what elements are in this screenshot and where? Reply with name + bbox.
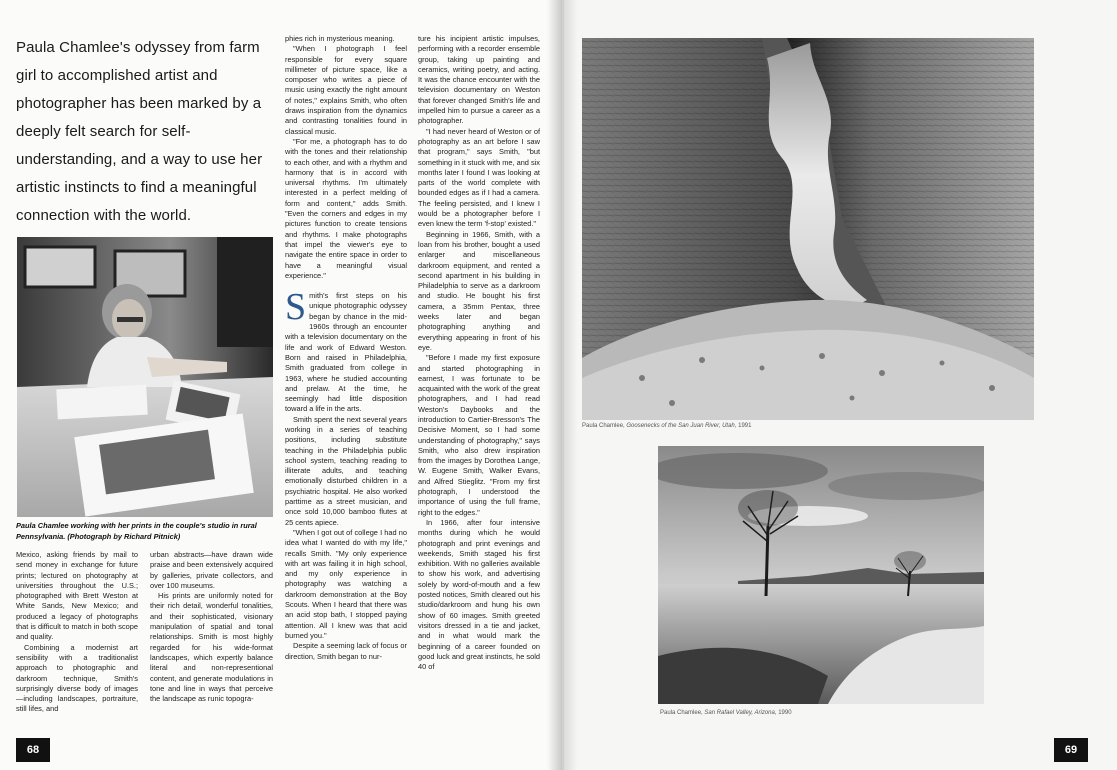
paragraph: ture his incipient artistic impulses, performing with a recorder ensemble group, taking up painting and ceramics, writing poetry, and acting. It was the chance encounter with the television documentary on Weston that forever changed Smith's life and impelled him to pursue a career as a photographer. [418, 34, 540, 126]
paragraph: "When I got out of college I had no idea what I wanted do with my life," recalls Smith. "My only experience with art was failing it in high school, and my only experience in photography was watching a darkroom demonstration at the Boy Scouts. When I heard that there was an acid stop bath, I stopped paying attention. All I knew was that acid burned you." [285, 527, 407, 640]
paragraph: urban abstracts—have drawn wide praise and been extensively acquired by galleries, private collectors, and over 100 museums. [150, 550, 273, 590]
photo-san-rafael-valley [658, 446, 984, 704]
page-edge-shadow [546, 0, 562, 770]
caption-credit: Paula Chamlee, [582, 423, 625, 429]
river-photo-caption [582, 423, 1034, 429]
drop-cap: S [285, 286, 307, 329]
paragraph: Beginning in 1966, Smith, with a loan from his brother, bought a used enlarger and miscellaneous darkroom equipment, and rented a second apartment in his building in Philadelphia to serve as a darkroom and studio. He bought his first camera, a 35mm Pentax, three weeks later and began photographing anything and everything appearing in front of his eye. [418, 229, 540, 352]
caption-year: 1990 [778, 710, 792, 716]
valley-photo-caption [660, 710, 980, 716]
paragraph: "Before I made my first exposure and started photographing in earnest, I was fortunate to be acquainted with the work of the great photographers, and I had read Weston's Daybooks and the introduction to Cartier-Bresson's The Decisive Moment, so I had some understanding of photography," says Smith, who also drew inspiration from the images by Dorothea Lange, W. Eugene Smith, Walker Evans, and Alfred Stieglitz. "From my first photograph, I understood the importance of using the full frame, right to the edges." [418, 353, 540, 517]
text-column-1 [16, 550, 138, 715]
text-column-2 [150, 550, 273, 704]
caption-year: 1991 [738, 423, 752, 429]
caption-title: San Rafael Valley, Arizona, [704, 710, 777, 716]
paragraph: "When I photograph I feel responsible for every square millimeter of picture space, like a composer who writes a piece of music using exactly the right amount of notes," explains Smith, who often draws inspiration from the dynamics and contrasting tonalities found in classical music. [285, 44, 407, 136]
page-number-left: 68 [16, 738, 50, 762]
paragraph: "For me, a photograph has to do with the tones and their relationship to each other, and with a rhythm and harmony that is in accord with universal rhythms. I'm ultimately interested in a perfect melding of form and content," adds Smith. "Even the corners and edges in my pictures function to create tensions and rhythms. I make photographs that impel the viewer's eye to navigate the entire space in order to have a meaningful visual experience." [285, 136, 407, 280]
studio-photo-caption: Paula Chamlee working with her prints in the couple's studio in rural Pennsylvania. (Photograph by Richard Pitnick) [16, 521, 257, 541]
paragraph: Combining a modernist art sensibility with a traditionalist approach to photographic and darkroom technique, Smith's surprisingly diverse body of images—including landscapes, portraiture, still lifes, and [16, 642, 138, 714]
caption-title: Goosenecks of the San Juan River, Utah, [626, 423, 737, 429]
river-photo-illustration [582, 38, 1034, 420]
caption-credit: Paula Chamlee, [660, 710, 703, 716]
dropcap-paragraph-text: mith's first steps on his unique photographic odyssey began by chance in the mid-1960s through an encounter with a television documentary on the life and work of Edward Weston. Born and raised in Philadelphia, Smith graduated from college in 1963, where he studied accounting and prelaw. At the time, he seemingly had little disposition toward a life in the arts. [285, 291, 407, 414]
photo-goosenecks-river [582, 38, 1034, 420]
page-number-right: 69 [1054, 738, 1088, 762]
paragraph: His prints are uniformly noted for their rich detail, wonderful tonalities, and their sophisticated, visionary manipulation of spatial and tonal relationships. Smith is most highly regarded for his wide-format landscapes, which expertly balance literal and non-representional content, and generate modulations in tone and line in ways that perceive the landscape as runic topogra- [150, 591, 273, 704]
pull-quote: Paula Chamlee's odyssey from farm girl to accomplished artist and photographer has been marked by a deeply felt search for self-understanding, and a way to use her artistic instincts to find a meaningful connection with the world. [16, 39, 263, 224]
paragraph: Mexico, asking friends by mail to send money in exchange for future prints; lectured on photography at universities throughout the U.S.; photographed with Brett Weston at White Sands, New Mexico; and produced a legacy of photographs that is difficult to match in both scope and quality. [16, 550, 138, 642]
dropcap-paragraph [285, 286, 407, 415]
studio-photo-illustration [17, 237, 273, 517]
paragraph: Despite a seeming lack of focus or direction, Smith began to nur- [285, 641, 407, 661]
text-column-3 [285, 34, 407, 662]
paragraph: phies rich in mysterious meaning. [285, 34, 395, 43]
paragraph: "I had never heard of Weston or of photography as an art before I saw that program," says Smith, "but something in it stuck with me, and six months later I found I was looking at parts of the world complete with bounded edges as if I had a camera. The feeling persisted, and I knew I would be a photographer before I even knew the term 'f-stop' existed." [418, 126, 540, 229]
text-column-4 [418, 34, 540, 672]
photo-studio [17, 237, 273, 517]
paragraph: Smith spent the next several years working in a series of teaching positions, including substitute teaching in the Philadelphia public school system, teaching reading to illiterate adults, and teaching emotionally disturbed children in a psychiatric hospital. He also worked parttime as a street musician, and once sold 10,000 bamboo flutes at 25 cents apiece. [285, 414, 407, 527]
paragraph: In 1966, after four intensive months during which he would photograph and print evenings and weekends, Smith staged his first exhibition. With no galleries available to show his work, and advertising solely by word-of-mouth and a few posted notices, Smith cleared out his studio/darkroom and hung his own show of 60 images. Smith greeted visitors dressed in a tie and jacket, and in what would mark the beginning of a career founded on good luck and great instincts, he sold 40 of [418, 517, 540, 672]
valley-photo-illustration [658, 446, 984, 704]
